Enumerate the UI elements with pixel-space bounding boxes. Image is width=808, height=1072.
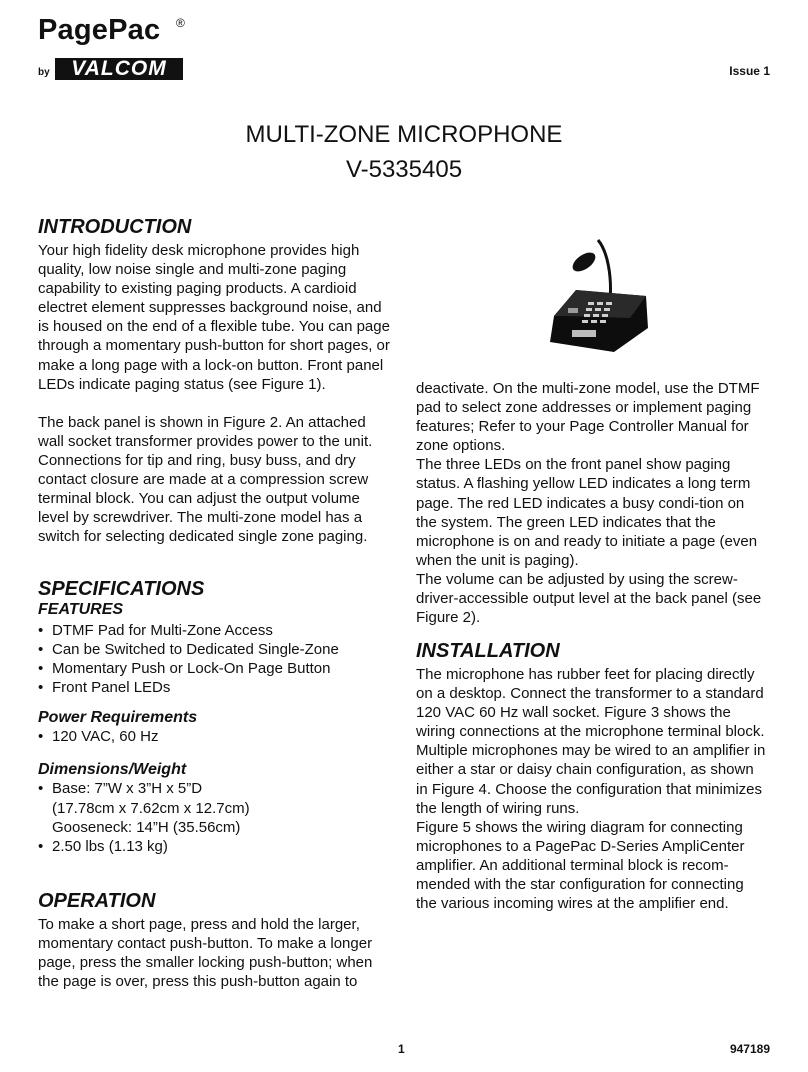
list-item: • Front Panel LEDs [38,678,390,697]
operation-continued-section [416,379,768,627]
list-item: • 120 VAC, 60 Hz [38,727,390,746]
dimensions-heading: Dimensions/Weight [38,761,187,779]
microphone-product-photo [538,232,654,358]
operation-section [38,890,390,991]
operation-heading: OPERATION [38,890,156,912]
model-number: V-5335405 [345,156,463,183]
dimension-metric: (17.78cm x 7.62cm x 12.7cm) [52,799,250,817]
installation-heading: INSTALLATION [416,640,560,662]
operation-paragraph-2: The three LEDs on the front panel show paging status. A flashing yellow LED indicates a long term page. The red LED indicates a busy condi-tion on the system. The green LED indicates that the microphone is on and ready to initiate a page (even when the unit is paging). [416,456,758,569]
dimension-gooseneck: Gooseneck: 14”H (35.56cm) [52,818,241,836]
issue-label: Issue 1 [729,64,770,78]
features-heading: FEATURES [38,601,124,618]
document-number: 947189 [729,1042,770,1056]
operation-paragraph-3: The volume can be adjusted by using the screw-driver-accessible output level at the back panel (see Figure 2). [416,570,762,627]
dimension-base: • Base: 7”W x 3”H x 5”D [52,780,203,798]
valcom-logo: VALCOM [55,58,183,80]
operation-paragraph-1: To make a short page, press and hold the larger, momentary contact push-button. To make a longer page, press the smaller locking push-button; when the page is over, press this push-button again to [38,916,373,991]
power-list [38,727,390,746]
list-item [38,779,390,836]
introduction-heading: INTRODUCTION [38,216,192,238]
registered-mark: ® [176,16,185,30]
introduction-paragraph-1: Your high fidelity desk microphone provides high quality, low noise single and multi-zone paging capability to existing paging products. A cardioid electret element suppresses background noise, and is housed on the end of a flexible tube. You can page through a momentary push-button for short pages, or make a long page with a lock-on button. Front panel LEDs indicate paging status (see Figure 1). [38,242,390,393]
installation-paragraph-1: The microphone has rubber feet for placing directly on a desktop. Connect the transformer to a standard 120 VAC 60 Hz wall socket. Figure 3 shows the wiring connections at the microphone terminal block. Multiple microphones may be wired to an amplifier in either a star or daisy chain configuration, as shown in Figure 4. Choose the configuration that minimizes the length of wiring runs. [416,666,766,817]
power-heading: Power Requirements [38,709,198,727]
specifications-heading: SPECIFICATIONS [38,578,205,600]
installation-section [416,640,768,913]
list-item: • Can be Switched to Dedicated Single-Zone [38,640,390,659]
brand-logo-text: PagePac [38,14,161,46]
introduction-section [38,216,390,546]
logo-by-text: by [38,67,50,78]
dimensions-list [38,779,390,855]
features-list [38,621,390,697]
list-item: • 2.50 lbs (1.13 kg) [38,837,390,856]
page-number: 1 [398,1042,405,1056]
document-title: MULTI-ZONE MICROPHONE [245,121,563,148]
installation-paragraph-2: Figure 5 shows the wiring diagram for connecting microphones to a PagePac D-Series AmpliCenter amplifier. An additional terminal block is recom-mended with the star configuration for connecting the various incoming wires at the amplifier end. [416,818,745,913]
list-item: • DTMF Pad for Multi-Zone Access [38,621,390,640]
introduction-paragraph-2: The back panel is shown in Figure 2. An attached wall socket transformer provides power to the unit. Connections for tip and ring, busy buss, and dry contact closure are made at a compression screw terminal block. You can adjust the output volume level by screwdriver. The multi-zone model has a switch for selecting dedicated single zone paging. [38,413,373,546]
operation-paragraph-1-continued: deactivate. On the multi-zone model, use the DTMF pad to select zone addresses or implement paging features; Refer to your Page Controller Manual for zone options. [416,380,760,455]
list-item: • Momentary Push or Lock-On Page Button [38,659,390,678]
specifications-section [38,578,390,856]
